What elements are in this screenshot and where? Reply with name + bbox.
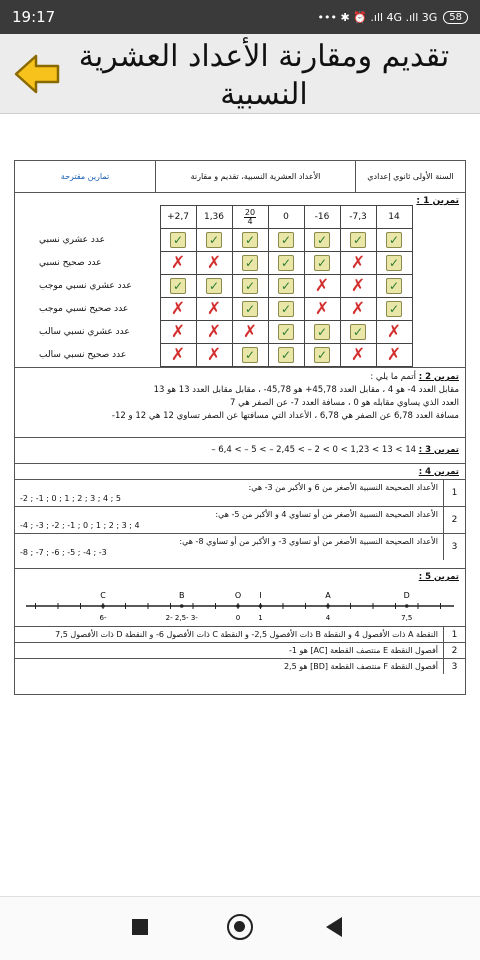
checked-clipboard-icon: ✓ — [314, 232, 330, 248]
table-cell — [232, 229, 268, 252]
column-header — [232, 206, 268, 229]
cross-icon: ✗ — [350, 276, 366, 296]
worksheet — [14, 160, 466, 695]
table-cell — [340, 275, 376, 298]
checked-clipboard-icon: ✓ — [206, 278, 222, 294]
checked-clipboard-icon: ✓ — [350, 232, 366, 248]
table-cell — [196, 298, 232, 321]
table-cell — [232, 344, 268, 367]
row-label: عدد صحيح نسبي موجب — [39, 304, 129, 314]
page-title: تقديم ومقارنة الأعداد العشرية النسبية — [78, 39, 450, 112]
checked-clipboard-icon: ✓ — [314, 347, 330, 363]
table-row — [35, 229, 412, 252]
list-item — [15, 643, 465, 659]
number-line — [20, 584, 460, 626]
list-item — [15, 659, 465, 674]
table-cell — [160, 229, 196, 252]
column-header: +2,7 — [160, 206, 196, 229]
point-label: D — [403, 591, 410, 600]
table-cell — [268, 344, 304, 367]
exercise-2 — [15, 368, 465, 438]
cross-icon: ✗ — [206, 345, 222, 365]
table-cell — [376, 229, 412, 252]
checked-clipboard-icon: ✓ — [278, 347, 294, 363]
exercise-2-title: تمرين 2 : — [418, 372, 459, 382]
item-answer: -2 ; -1 ; 0 ; 1 ; 2 ; 3 ; 4 ; 5 — [20, 494, 121, 503]
checked-clipboard-icon: ✓ — [386, 255, 402, 271]
status-icons — [318, 11, 468, 24]
exercise-4-title: تمرين 4 : — [418, 467, 459, 477]
table-cell — [196, 321, 232, 344]
nav-bar — [0, 896, 480, 960]
table-cell — [268, 275, 304, 298]
item-number: 2 — [443, 643, 465, 658]
fraction-denominator: 4 — [247, 217, 253, 226]
type-cell: تمارين مقترحة — [60, 172, 110, 181]
exercise-2-line: العدد الذي يساوي مقابله هو 0 ، مسافة العدد 7- عن الصفر هي 7 — [230, 398, 459, 408]
table-cell — [160, 344, 196, 367]
exercise-1 — [15, 193, 465, 368]
exercise-5-title: تمرين 5 : — [418, 572, 459, 582]
table-cell — [304, 229, 340, 252]
table-cell — [196, 252, 232, 275]
signal-icons: ••• ✱ ⏰ .ıll 4G .ıll 3G — [317, 10, 438, 24]
checked-clipboard-icon: ✓ — [278, 232, 294, 248]
exercise-4-list — [15, 479, 465, 560]
table-cell — [268, 229, 304, 252]
cross-icon: ✗ — [206, 322, 222, 342]
cross-icon: ✗ — [386, 322, 402, 342]
table-cell — [196, 344, 232, 367]
checked-clipboard-icon: ✓ — [350, 324, 366, 340]
checked-clipboard-icon: ✓ — [170, 278, 186, 294]
item-number: 2 — [443, 507, 465, 533]
point-marker — [180, 604, 184, 608]
point-label: O — [234, 591, 242, 600]
table-cell — [232, 321, 268, 344]
item-text: الأعداد الصحيحة النسبية الأصغر من أو تساوي 4 و الأكبر من 5- هي: — [215, 510, 438, 519]
exercise-4 — [15, 464, 465, 569]
row-label: عدد صحيح نسبي — [39, 258, 102, 268]
table-cell — [160, 298, 196, 321]
home-button[interactable] — [227, 914, 253, 940]
status-bar — [0, 0, 480, 34]
checked-clipboard-icon: ✓ — [314, 255, 330, 271]
battery-icon: 58 — [443, 11, 468, 24]
back-arrow-icon[interactable] — [12, 52, 62, 96]
item-number: 1 — [443, 480, 465, 506]
table-corner — [35, 206, 160, 229]
table-row — [35, 275, 412, 298]
list-item — [15, 534, 465, 560]
exercise-1-title: تمرين 1 : — [416, 196, 459, 206]
table-cell — [340, 321, 376, 344]
exercise-2-line: مقابل العدد 4- هو 4 ، مقابل العدد 45,78+ هو 45,78- ، مقابل مقابل العدد 13 هو 13 — [153, 385, 459, 395]
exercise-3 — [15, 438, 465, 464]
table-cell — [160, 321, 196, 344]
cross-icon: ✗ — [350, 299, 366, 319]
column-header: 0 — [268, 206, 304, 229]
point-label: I — [259, 591, 262, 600]
point-marker — [101, 604, 105, 608]
item-number: 3 — [443, 659, 465, 674]
table-cell — [340, 298, 376, 321]
app-header — [0, 34, 480, 114]
cross-icon: ✗ — [314, 299, 330, 319]
cross-icon: ✗ — [170, 345, 186, 365]
item-number: 3 — [443, 534, 465, 560]
cross-icon: ✗ — [350, 345, 366, 365]
table-cell — [268, 298, 304, 321]
column-header: 14 — [376, 206, 412, 229]
table-cell — [376, 275, 412, 298]
table-cell — [376, 298, 412, 321]
table-cell — [196, 275, 232, 298]
table-cell — [232, 275, 268, 298]
row-label: عدد صحيح نسبي سالب — [39, 350, 127, 360]
tick-label: 0 — [235, 614, 241, 622]
cross-icon: ✗ — [386, 345, 402, 365]
cross-icon: ✗ — [206, 299, 222, 319]
item-text: الأعداد الصحيحة النسبية الأصغر من 6 و الأكبر من 3- هي: — [248, 483, 438, 492]
cross-icon: ✗ — [170, 299, 186, 319]
checked-clipboard-icon: ✓ — [278, 301, 294, 317]
tick-label: 1 — [258, 614, 263, 622]
exercise-3-answer: – 6,4 < – 5 < – 2,45 < – 2 < 0 < 1,23 < 13 < 14 — [211, 445, 417, 455]
point-label: C — [100, 591, 106, 600]
cross-icon: ✗ — [350, 253, 366, 273]
back-button[interactable] — [326, 917, 342, 937]
checked-clipboard-icon: ✓ — [278, 324, 294, 340]
table-cell — [376, 344, 412, 367]
classification-table — [35, 205, 413, 367]
tick-label: -6 — [99, 614, 107, 622]
point-marker — [405, 604, 409, 608]
checked-clipboard-icon: ✓ — [386, 278, 402, 294]
table-cell — [304, 344, 340, 367]
cross-icon: ✗ — [170, 322, 186, 342]
list-item — [15, 627, 465, 643]
table-cell — [340, 252, 376, 275]
list-item — [15, 507, 465, 534]
table-cell — [160, 252, 196, 275]
table-row — [35, 298, 412, 321]
table-cell — [196, 229, 232, 252]
row-label: عدد عشري نسبي سالب — [39, 327, 130, 337]
table-row — [35, 252, 412, 275]
row-label: عدد عشري نسبي موجب — [39, 281, 132, 291]
point-marker — [326, 604, 330, 608]
row-label: عدد عشري نسبي — [39, 235, 105, 245]
checked-clipboard-icon: ✓ — [242, 232, 258, 248]
cross-icon: ✗ — [206, 253, 222, 273]
point-marker — [236, 604, 240, 608]
point-label: B — [179, 591, 185, 600]
lesson-cell: الأعداد العشرية النسبية، تقديم و مقارنة — [155, 161, 355, 192]
fraction — [244, 209, 256, 226]
table-cell — [376, 321, 412, 344]
cross-icon: ✗ — [314, 276, 330, 296]
worksheet-info — [15, 161, 465, 193]
exercise-3-title: تمرين 3 : — [418, 445, 459, 455]
tick-label: 7,5 — [401, 614, 413, 622]
fraction-numerator: 20 — [244, 208, 256, 217]
exercise-5 — [15, 569, 465, 695]
checked-clipboard-icon: ✓ — [386, 301, 402, 317]
item-text: أفصول النقطة F منتصف القطعة [BD] هو 2,5 — [283, 662, 438, 671]
table-row — [35, 344, 412, 367]
table-cell — [304, 298, 340, 321]
table-cell — [340, 344, 376, 367]
checked-clipboard-icon: ✓ — [242, 301, 258, 317]
tick-label: 4 — [325, 614, 331, 622]
list-item — [15, 480, 465, 507]
table-cell — [268, 252, 304, 275]
item-number: 1 — [443, 627, 465, 642]
column-header: -16 — [304, 206, 340, 229]
table-cell — [232, 252, 268, 275]
point-marker — [259, 604, 263, 608]
cross-icon: ✗ — [242, 322, 258, 342]
recents-button[interactable] — [132, 919, 148, 935]
table-cell — [304, 252, 340, 275]
exercise-2-intro: أتمم ما يلي : — [370, 372, 417, 382]
clock: 19:17 — [12, 8, 56, 26]
checked-clipboard-icon: ✓ — [170, 232, 186, 248]
checked-clipboard-icon: ✓ — [206, 232, 222, 248]
exercise-5-list — [15, 626, 465, 674]
table-cell — [340, 229, 376, 252]
item-text: أفصول النقطة E منتصف القطعة [AC] هو 1- — [288, 646, 438, 655]
checked-clipboard-icon: ✓ — [314, 324, 330, 340]
table-cell — [232, 298, 268, 321]
checked-clipboard-icon: ✓ — [242, 278, 258, 294]
item-text: النقطة A ذات الأفصول 4 و النقطة B ذات الأفصول 2,5- و النقطة C ذات الأفصول 6- و النقطة D ذات الأفصول 7,5 — [55, 630, 438, 639]
column-header: 1,36 — [196, 206, 232, 229]
table-cell — [376, 252, 412, 275]
checked-clipboard-icon: ✓ — [242, 255, 258, 271]
table-cell — [304, 275, 340, 298]
cross-icon: ✗ — [170, 253, 186, 273]
table-cell — [268, 321, 304, 344]
checked-clipboard-icon: ✓ — [386, 232, 402, 248]
table-cell — [160, 275, 196, 298]
level-cell: السنة الأولى ثانوي إعدادي — [355, 161, 465, 192]
table-cell — [304, 321, 340, 344]
tick-label: -3 -2,5 -2 — [165, 614, 198, 622]
table-row — [35, 321, 412, 344]
exercise-2-line: مسافة العدد 6,78 عن الصفر هي 6,78 ، الأعداد التي مسافتها عن الصفر تساوي 12 هي 12 و 12- — [111, 411, 459, 421]
item-answer: -4 ; -3 ; -2 ; -1 ; 0 ; 1 ; 2 ; 3 ; 4 — [20, 521, 140, 530]
column-header: -7,3 — [340, 206, 376, 229]
checked-clipboard-icon: ✓ — [278, 278, 294, 294]
point-label: A — [325, 591, 331, 600]
checked-clipboard-icon: ✓ — [242, 347, 258, 363]
item-answer: -8 ; -7 ; -6 ; -5 ; -4 ; -3 — [20, 548, 107, 557]
item-text: الأعداد الصحيحة النسبية الأصغر من أو تساوي 3- و الأكبر من أو تساوي 8- هي: — [179, 537, 438, 546]
checked-clipboard-icon: ✓ — [278, 255, 294, 271]
